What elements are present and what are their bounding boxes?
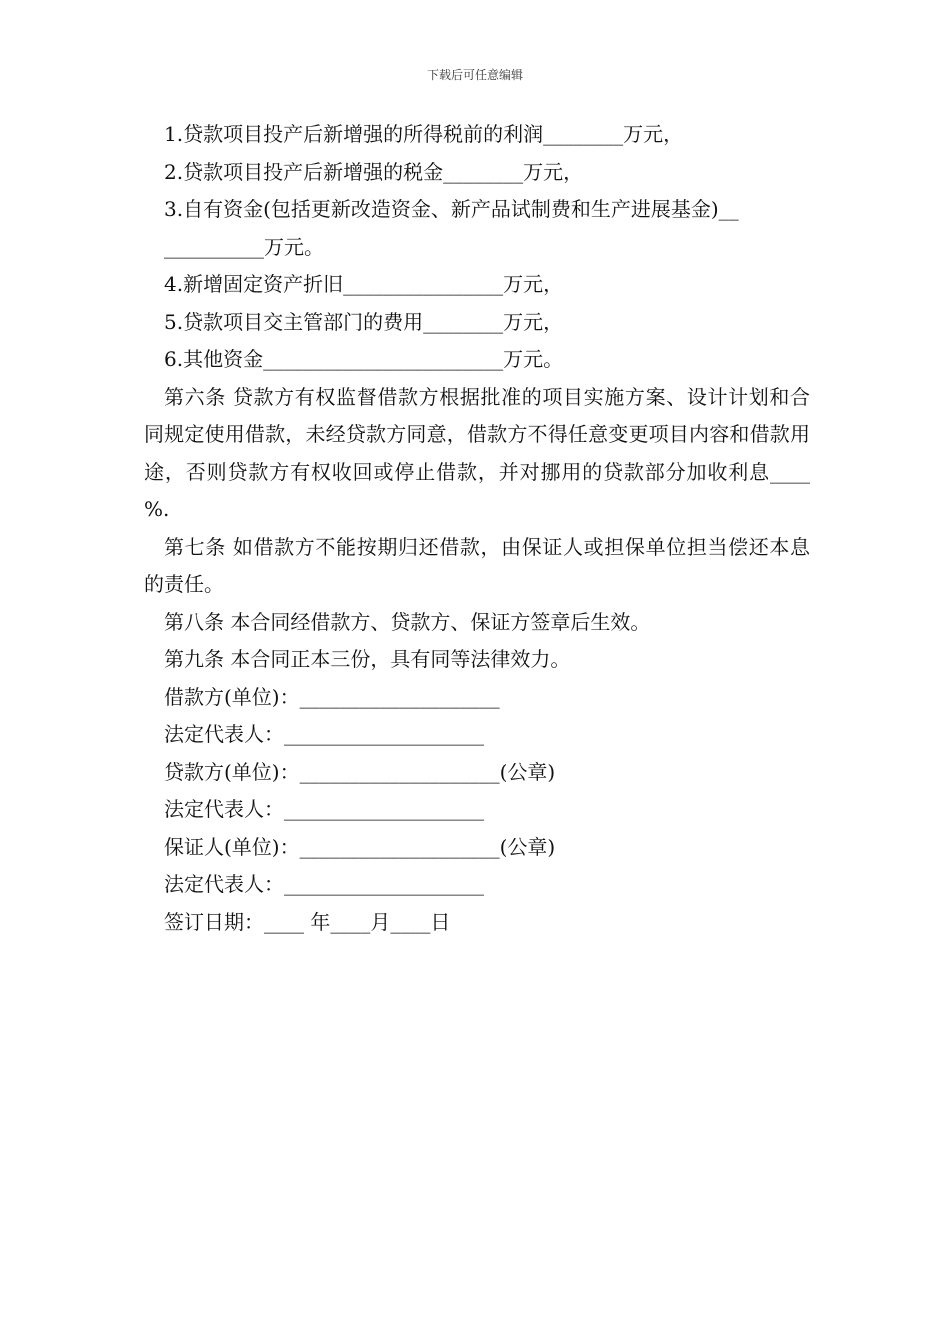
lender-signature-line: 贷款方(单位)：____________________(公章) — [164, 759, 556, 784]
borrower-signature-line: 借款方(单位)：____________________ — [164, 684, 500, 709]
signing-date-line: 签订日期：____ 年____月____日 — [164, 909, 451, 934]
list-item: 3.自有资金(包括更新改造资金、新产品试制费和生产进展基金)__ __________万元。 — [164, 197, 739, 259]
borrower-representative-line: 法定代表人：____________________ — [164, 722, 484, 746]
article-6: 第六条 贷款方有权监督借款方根据批准的项目实施方案、设计计划和合同规定使用借款，未经贷款方同意，借款方不得任意变更项目内容和借款用途，否则贷款方有权收回或停止借款，并对挪用的贷款部分加收利息____ %. — [144, 384, 817, 521]
document-body — [144, 116, 817, 941]
article-9: 第九条 本合同正本三份，具有同等法律效力。 — [164, 647, 571, 671]
list-item: 2.贷款项目投产后新增强的税金________万元， — [164, 159, 584, 184]
page-header: 下载后可任意编辑 — [426, 68, 523, 82]
guarantor-signature-line: 保证人(单位)：____________________(公章) — [164, 834, 556, 859]
article-8: 第八条 本合同经借款方、贷款方、保证方签章后生效。 — [164, 609, 651, 634]
list-item: 5.贷款项目交主管部门的费用________万元， — [164, 309, 564, 334]
guarantor-representative-line: 法定代表人：____________________ — [164, 872, 484, 896]
lender-representative-line: 法定代表人：____________________ — [164, 797, 484, 821]
list-item: 6.其他资金________________________万元。 — [164, 347, 564, 371]
list-item: 1.贷款项目投产后新增强的所得税前的利润________万元， — [164, 122, 684, 146]
article-7: 第七条 如借款方不能按期归还借款，由保证人或担保单位担当偿还本息的责任。 — [144, 534, 810, 596]
list-item: 4.新增固定资产折旧________________万元， — [164, 272, 564, 296]
